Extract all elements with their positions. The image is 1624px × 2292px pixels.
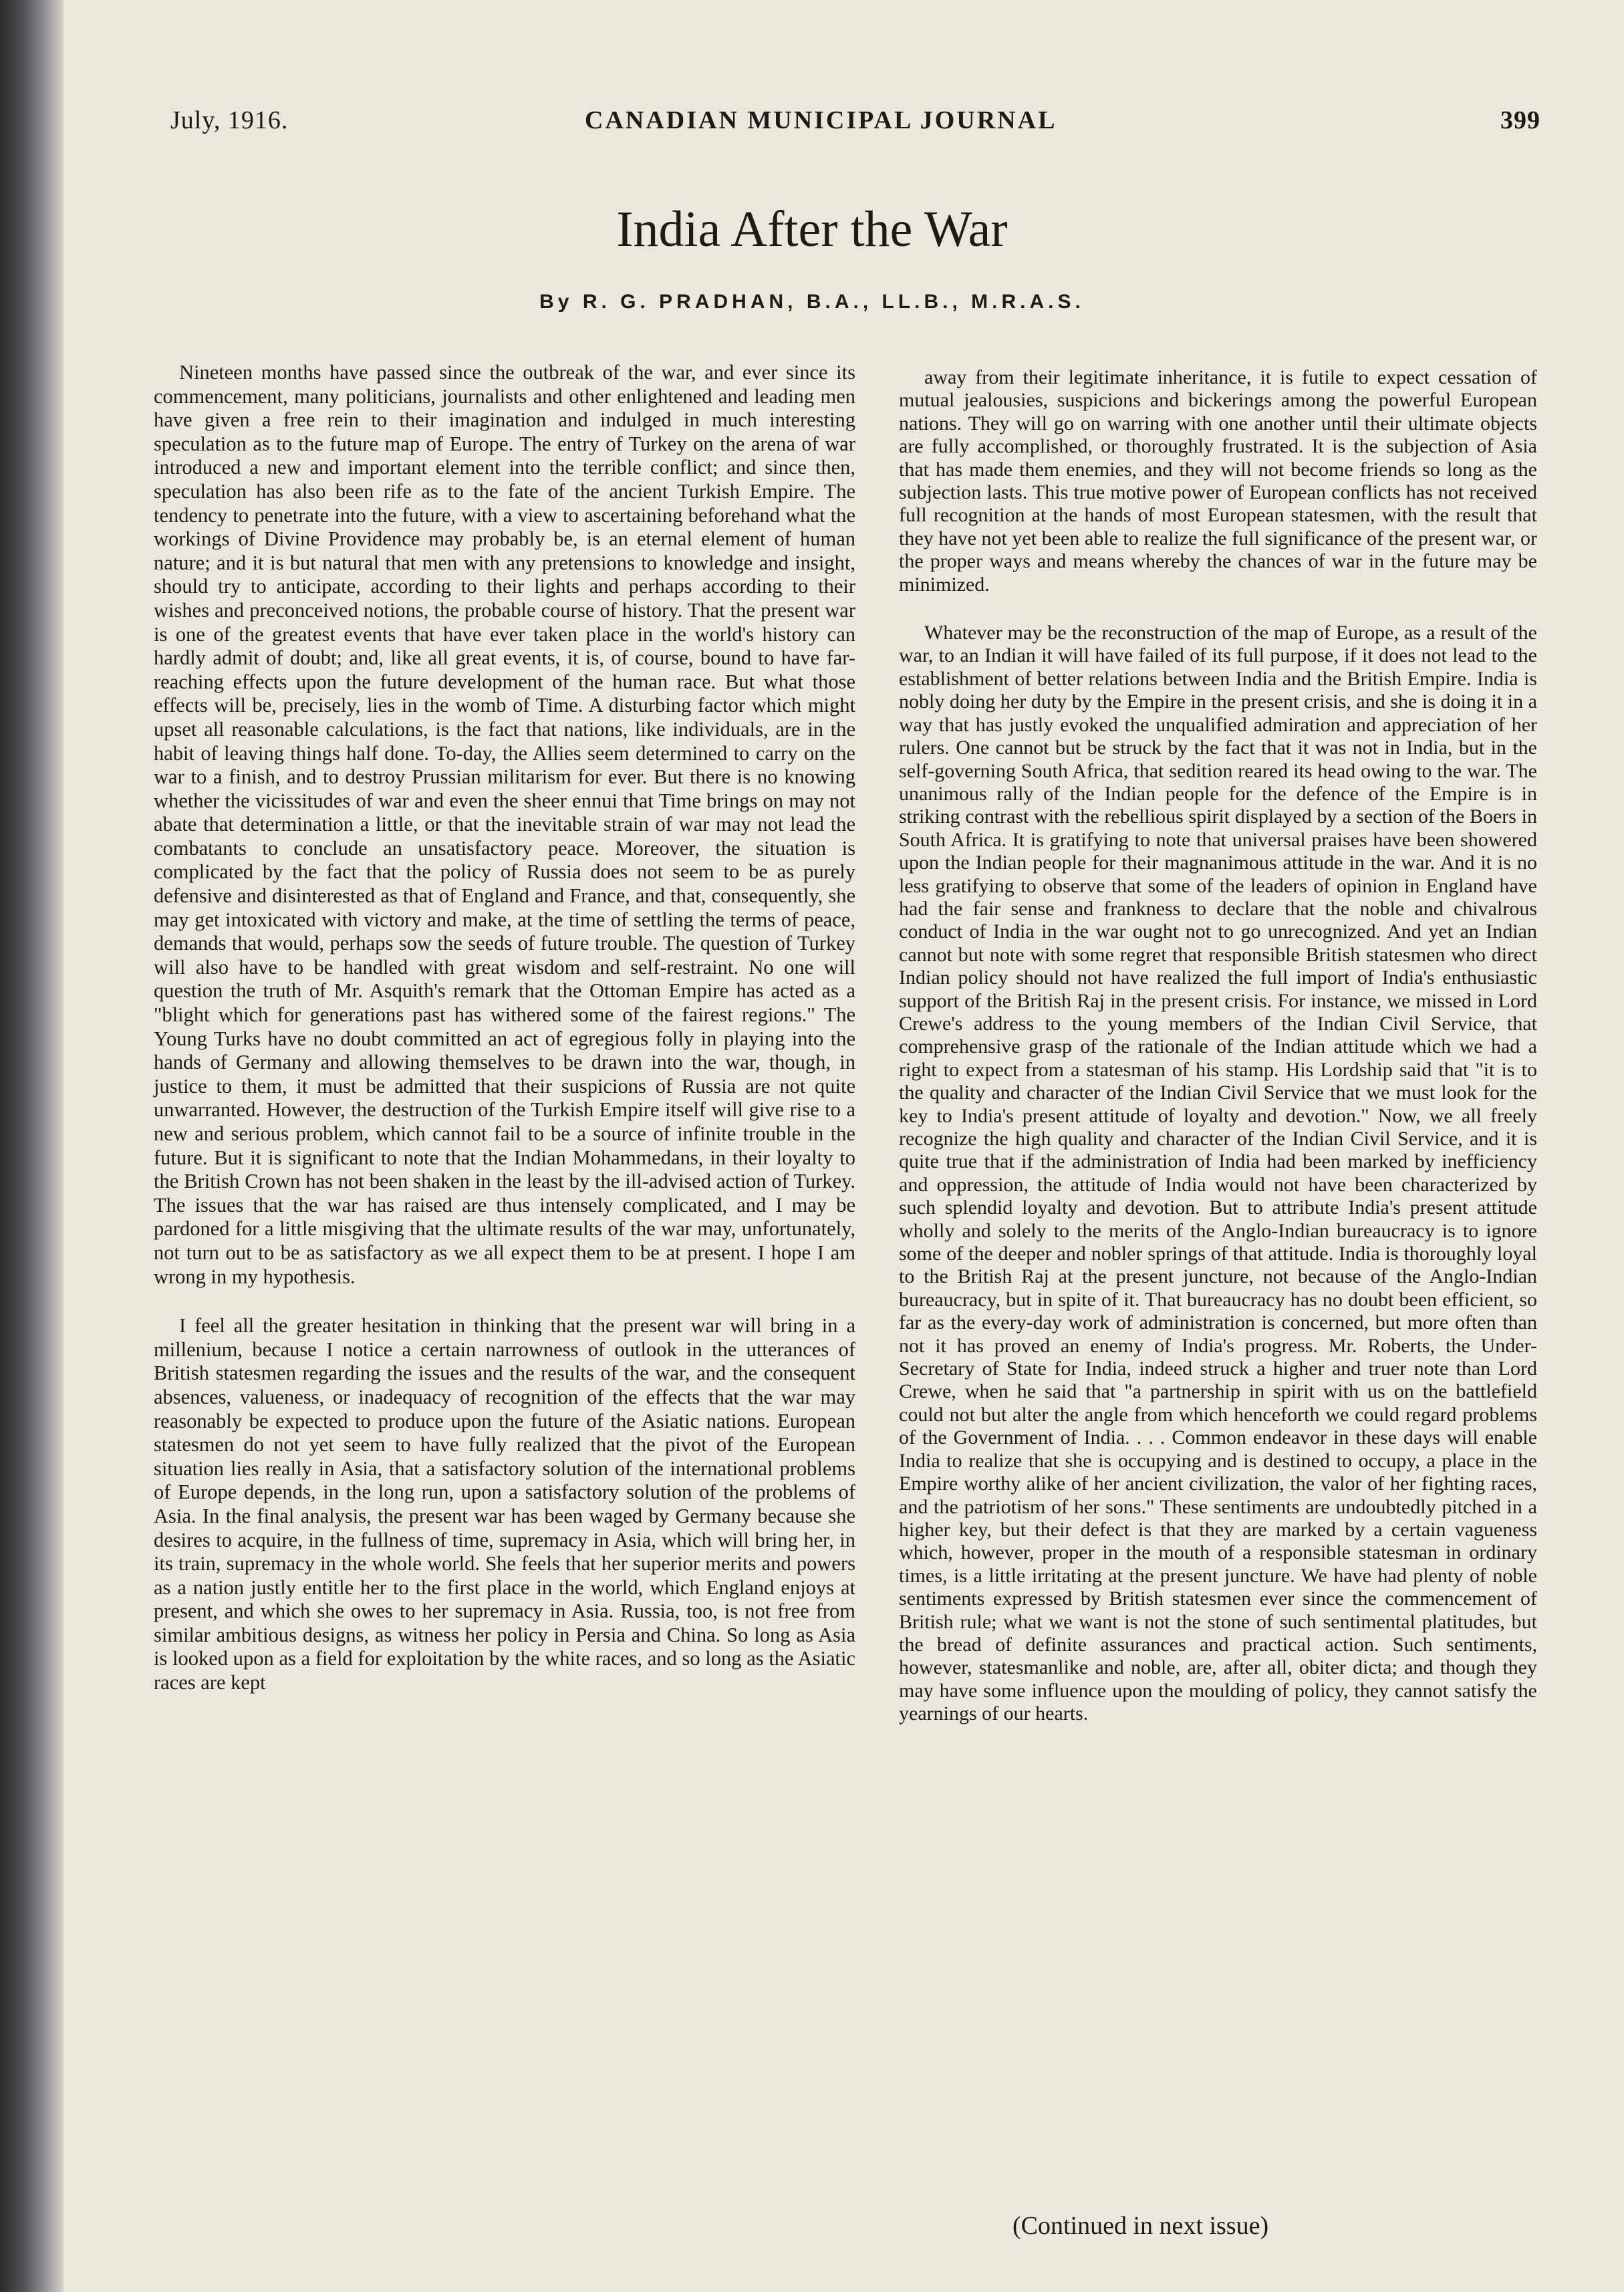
book-gutter-shadow [0,0,63,2292]
paragraph: I feel all the greater hesitation in thinking that the present war will bring in a millenium, because I notice a certain narrowness of outlook in the utterances of British statesmen regarding the issues and the results of the war, and the consequent absences, valueness, or inadequacy of recognition of the effects that the war may reasonably be expected to produce upon the future of the Asiatic nations. European statesmen do not yet seem to have fully realized that the pivot of the European situation lies really in Asia, that a satisfactory solution of the international problems of Europe depends, in the long run, upon a satisfactory solution of the problems of Asia. In the final analysis, the present war has been waged by Germany because she desires to acquire, in the fullness of time, supremacy in Asia, which will bring her, in its train, supremacy in the whole world. She feels that her superior merits and powers as a nation justly entitle her to the first place in the world, which England enjoys at present, and which she owes to her supremacy in Asia. Russia, too, is not free from similar ambitious designs, as witness her policy in Persia and China. So long as Asia is looked upon as a field for exploitation by the white races, and so long as the Asiatic races are kept [154,1314,855,1694]
article-title: India After the War [616,201,1008,257]
left-text-column [154,361,855,1695]
paragraph: Whatever may be the reconstruction of the map of Europe, as a result of the war, to an Indian it will have failed of its full purpose, if it does not lead to the establishment of better relations between India and the British Empire. India is nobly doing her duty by the Empire in the present crisis, and she is doing it in a way that has justly evoked the unqualified admiration and appreciation of her rulers. One cannot but be struck by the fact that it was not in India, but in the self-governing South Africa, that sedition reared its head owing to the war. The unanimous rally of the Indian people for the defence of the Empire is in striking contrast with the rebellious spirit displayed by a section of the Boers in South Africa. It is gratifying to note that universal praises have been showered upon the Indian people for their magnanimous attitude in the war. And it is no less gratifying to observe that some of the leaders of opinion in England have had the fair sense and frankness to declare that the noble and chivalrous conduct of India in the war ought not to go unrecognized. And yet an Indian cannot but note with some regret that responsible British statesmen who direct Indian policy should not have realized the full import of India's enthusiastic support of the British Raj in the present crisis. For instance, we missed in Lord Crewe's address to the young members of the Indian Civil Service, that comprehensive grasp of the rationale of the Indian attitude which we had a right to expect from a statesman of his stamp. His Lordship said that "it is to the quality and character of the Indian Civil Service that we must look for the key to India's present attitude of loyalty and devotion." Now, we all freely recognize the high quality and character of the Indian Civil Service, and it is quite true that if the administration of India had been marked by inefficiency and oppression, the attitude of India would not have been characterized by such splendid loyalty and devotion. But to attribute India's present attitude wholly and solely to the merits of the Anglo-Indian bureaucracy is to ignore some of the deeper and nobler springs of that attitude. India is thoroughly loyal to the British Raj at the present juncture, not because of the Anglo-Indian bureaucracy, but in spite of it. That bureaucracy has no doubt been efficient, so far as the every-day work of administration is concerned, but more often than not it has proved an enemy of India's progress. Mr. Roberts, the Under-Secretary of State for India, indeed struck a higher and truer note than Lord Crewe, when he said that "a partnership in spirit with us on the battlefield could not but alter the angle from which henceforth we could regard problems of the Government of India. . . . Common endeavor in these days will enable India to realize that she is occupying and is destined to occupy, a place in the Empire worthy alike of her ancient civilization, the valor of her fighting races, and the patriotism of her sons." These sentiments are undoubtedly pitched in a higher key, but their defect is that they are marked by a certain vagueness which, however, proper in the mouth of a responsible statesman in ordinary times, is a little irritating at the present juncture. We have had plenty of noble sentiments expressed by British statesmen ever since the commencement of British rule; what we want is not the stone of such sentimental platitudes, but the bread of definite assurances and practical action. Such sentiments, however, statesmanlike and noble, are, after all, obiter dicta; and though they may have some influence upon the moulding of policy, they cannot satisfy the yearnings of our hearts. [899,622,1537,1725]
continued-note: (Continued in next issue) [1012,2212,1269,2240]
paragraph: away from their legitimate inheritance, it is futile to expect cessation of mutual jealousies, suspicions and bickerings among the powerful European nations. They will go on warring with one another until their ultimate objects are fully accomplished, or thoroughly frustrated. It is the subjection of Asia that has made them enemies, and they will not become friends so long as the subjection lasts. This true motive power of European conflicts has not received full recognition at the hands of most European statesmen, with the result that they have not yet been able to realize the full significance of the present war, or the proper ways and means whereby the chances of war in the future may be minimized. [899,366,1537,596]
paragraph: Nineteen months have passed since the outbreak of the war, and ever since its commencement, many politicians, journalists and other enlightened and leading men have given a free rein to their imagination and indulged in much interesting speculation as to the future map of Europe. The entry of Turkey on the arena of war introduced a new and important element into the terrible conflict; and since then, speculation has also been rife as to the fate of the ancient Turkish Empire. The tendency to penetrate into the future, with a view to ascertaining beforehand what the workings of Divine Providence may probably be, is an eternal element of human nature; and it is but natural that men with any pretensions to knowledge and insight, should try to anticipate, according to their lights and perhaps according to their wishes and preconceived notions, the probable course of history. That the present war is one of the greatest events that have ever taken place in the world's history can hardly admit of doubt; and, like all great events, it is, of course, bound to have far-reaching effects upon the future development of the human race. But what those effects will be, precisely, lies in the womb of Time. A disturbing factor which might upset all reasonable calculations, is the fact that nations, like individuals, are in the habit of leaving things half done. To-day, the Allies seem determined to carry on the war to a finish, and to destroy Prussian militarism for ever. But there is no knowing whether the vicissitudes of war and even the sheer ennui that Time brings on may not abate that determination a little, or that the inevitable strain of war may not lead the combatants to conclude an unsatisfactory peace. Moreover, the situation is complicated by the fact that the policy of Russia does not seem to be as purely defensive and disinterested as that of England and France, and that, consequently, she may get intoxicated with victory and make, at the time of settling the terms of peace, demands that would, perhaps sow the seeds of future trouble. The question of Turkey will also have to be handled with great wisdom and self-restraint. No one will question the truth of Mr. Asquith's remark that the Ottoman Empire has acted as a "blight which for generations past has withered some of the fairest regions." The Young Turks have no doubt committed an act of egregious folly in playing into the hands of Germany and allowing themselves to be drawn into the war, though, in justice to them, it must be admitted that their suspicions of Russia are not quite unwarranted. However, the destruction of the Turkish Empire itself will give rise to a new and serious problem, which cannot fail to be a source of infinite trouble in the future. But it is significant to note that the Indian Mohammedans, in their loyalty to the British Crown has not been shaken in the least by the ill-advised action of Turkey. The issues that the war has raised are thus intensely complicated, and I may be pardoned for a little misgiving that the ultimate results of the war may, unfortunately, not turn out to be as satisfactory as we all expect them to be at present. I hope I am wrong in my hypothesis. [154,361,855,1288]
running-header [170,106,1540,146]
article-byline: By R. G. PRADHAN, B.A., LL.B., M.R.A.S. [539,291,1085,313]
journal-name: CANADIAN MUNICIPAL JOURNAL [585,106,1057,134]
page-number: 399 [1500,106,1540,134]
right-text-column [899,366,1537,1726]
issue-date: July, 1916. [170,106,289,134]
